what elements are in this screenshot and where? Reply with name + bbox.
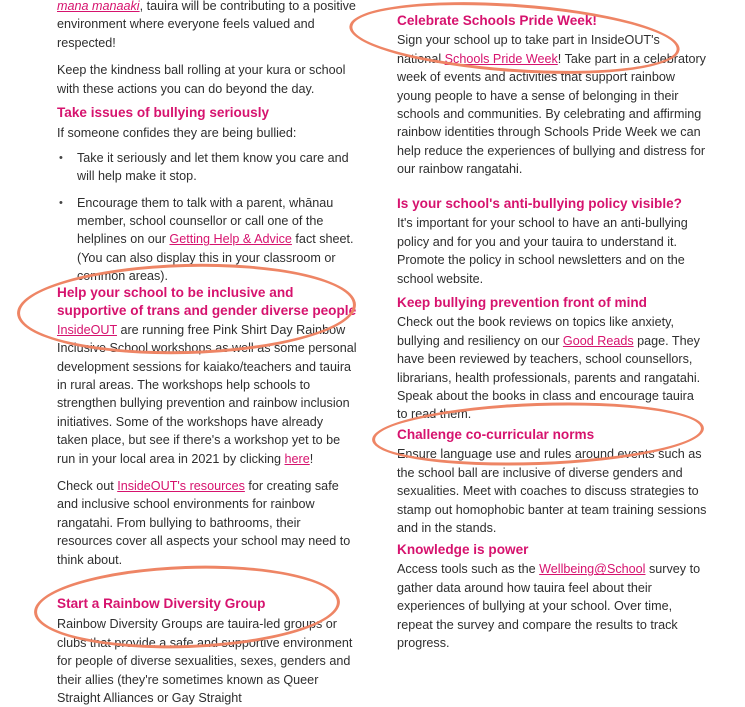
policy-paragraph: It's important for your school to have an anti-bullying policy and for you and your tauira to understand it. Promote the policy in school newsletters and on the school website. bbox=[397, 216, 688, 286]
pride-paragraph: Sign your school up to take part in InsideOUT's national Schools Pride Week! Take part in a celebratory week of events and activities that support rainbow young people to have a sense of belonging in their schools and communities. By celebrating and affirming rainbow identities through Schools Pride Week we can help reduce the experiences of bullying and distress for our rainbow rangatahi. bbox=[397, 33, 706, 177]
inclusive-paragraph-2: Check out InsideOUT's resources for creating safe and inclusive school environments for rainbow rangatahi. From bullying to bathrooms, their resources cover all aspects your school may need to think about. bbox=[57, 479, 351, 567]
bullying-list bbox=[57, 149, 357, 286]
rainbow-section bbox=[57, 595, 357, 707]
bullying-section bbox=[57, 104, 357, 286]
bullying-bullet-2: • Encourage them to talk with a parent, whānau member, school counsellor or call one of the helplines on our Getting Help & Advice fact sheet. (You can also display this in your classroom or common areas). bbox=[77, 194, 357, 286]
intro-section bbox=[57, 0, 357, 98]
policy-heading: Is your school's anti-bullying policy visible? bbox=[397, 196, 682, 211]
getting-help-link[interactable]: Getting Help & Advice bbox=[169, 232, 292, 247]
here-link[interactable]: here bbox=[284, 451, 310, 466]
cocurricular-heading: Challenge co-curricular norms bbox=[397, 427, 595, 442]
knowledge-heading: Knowledge is power bbox=[397, 542, 529, 557]
bullying-bullet-1: • Take it seriously and let them know you care and will help make it stop. bbox=[77, 149, 357, 186]
wellbeing-at-school-link[interactable]: Wellbeing@School bbox=[539, 562, 646, 577]
intro-paragraph-1: mana manaaki, tauira will be contributing to a positive environment where everyone feels valued and respected! bbox=[57, 0, 356, 50]
prevention-section bbox=[397, 294, 707, 424]
bullying-heading: Take issues of bullying seriously bbox=[57, 105, 270, 120]
policy-section bbox=[397, 195, 707, 288]
intro-paragraph-2: Keep the kindness ball rolling at your kura or school with these actions you can do beyond the day. bbox=[57, 63, 346, 96]
cocurricular-paragraph: Ensure language use and rules around events such as the school ball are inclusive of diverse genders and sexualities. Meet with coaches to discuss strategies to stamp out homophobic banter at team training sessions and in the stands. bbox=[397, 447, 707, 536]
cocurricular-section bbox=[397, 426, 707, 537]
pride-section bbox=[397, 12, 707, 179]
prevention-paragraph: Check out the book reviews on topics like anxiety, bullying and resiliency on our Good Reads page. They have been reviewed by teachers, school counsellors, librarians, health professionals, parents and rangatahi. Speak about the books in class and encourage tauira to read them. bbox=[397, 315, 701, 422]
pride-heading: Celebrate Schools Pride Week! bbox=[397, 13, 597, 28]
good-reads-link[interactable]: Good Reads bbox=[562, 333, 634, 348]
insideout-resources-link[interactable]: InsideOUT's resources bbox=[117, 479, 245, 494]
rainbow-paragraph: Rainbow Diversity Groups are tauira-led groups or clubs that provide a safe and supportive environment for people of diverse sexualities, sexes, genders and their allies (they're sometimes known as Queer Straight Alliances or Gay Straight bbox=[57, 617, 353, 706]
inclusive-paragraph-1: InsideOUT are running free Pink Shirt Day Rainbow Inclusive School workshops as well as some personal development sessions for kaiako/teachers and tauira in rural areas. The workshops help schools to strengthen bullying prevention and rainbow inclusion initiatives. Some of the workshops have already taken place, but see if there's a workshop yet to be run in your local area in 2021 by clicking here! bbox=[57, 322, 357, 466]
prevention-heading: Keep bullying prevention front of mind bbox=[397, 295, 647, 310]
schools-pride-week-link[interactable]: Schools Pride Week bbox=[444, 51, 558, 66]
knowledge-section bbox=[397, 541, 707, 652]
mana-manaaki-link[interactable]: mana manaaki bbox=[57, 0, 140, 13]
rainbow-heading: Start a Rainbow Diversity Group bbox=[57, 596, 266, 611]
knowledge-paragraph: Access tools such as the Wellbeing@School survey to gather data around how tauira feel about their experiences of bullying at your school. Over time, repeat the survey and compare the results to track progress. bbox=[397, 562, 701, 651]
inclusive-heading: Help your school to be inclusive and supportive of trans and gender diverse people bbox=[57, 285, 357, 319]
inclusive-section bbox=[57, 284, 357, 569]
insideout-link[interactable]: InsideOUT bbox=[57, 322, 117, 337]
bullying-lead: If someone confides they are being bullied: bbox=[57, 126, 297, 141]
